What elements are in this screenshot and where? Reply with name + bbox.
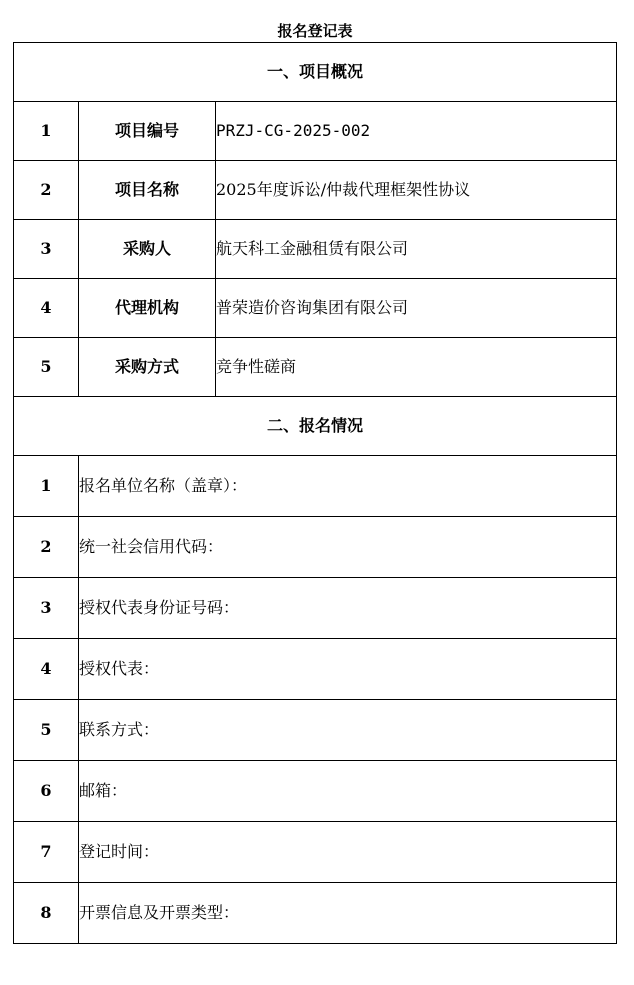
field-label-project-name: 项目名称 (79, 161, 216, 220)
section-heading-registration: 二、报名情况 (14, 397, 617, 456)
table-row (14, 700, 617, 761)
field-value-project-name: 2025年度诉讼/仲裁代理框架性协议 (216, 161, 617, 220)
field-label-procurement-method: 采购方式 (79, 338, 216, 397)
table-row (14, 279, 617, 338)
row-number: 1 (14, 456, 79, 517)
field-label-agency: 代理机构 (79, 279, 216, 338)
field-value-purchaser: 航天科工金融租赁有限公司 (216, 220, 617, 279)
section-heading-project-overview: 一、项目概况 (14, 43, 617, 102)
field-value-project-number: PRZJ-CG-2025-002 (216, 102, 617, 161)
section-header-row (14, 43, 617, 102)
registration-table (13, 42, 617, 944)
row-number: 7 (14, 822, 79, 883)
table-row (14, 220, 617, 279)
row-number: 8 (14, 883, 79, 944)
row-number: 3 (14, 220, 79, 279)
field-email[interactable]: 邮箱： (79, 761, 617, 822)
row-number: 2 (14, 161, 79, 220)
section-header-row (14, 397, 617, 456)
field-label-purchaser: 采购人 (79, 220, 216, 279)
field-contact[interactable]: 联系方式： (79, 700, 617, 761)
row-number: 6 (14, 761, 79, 822)
field-registrant-name[interactable]: 报名单位名称（盖章）： (79, 456, 617, 517)
table-row (14, 578, 617, 639)
field-value-procurement-method: 竞争性磋商 (216, 338, 617, 397)
form-title: 报名登记表 (277, 22, 353, 40)
row-number: 4 (14, 279, 79, 338)
field-representative-id[interactable]: 授权代表身份证号码： (79, 578, 617, 639)
row-number: 1 (14, 102, 79, 161)
table-row (14, 338, 617, 397)
field-representative[interactable]: 授权代表： (79, 639, 617, 700)
field-invoice-info[interactable]: 开票信息及开票类型： (79, 883, 617, 944)
row-number: 5 (14, 700, 79, 761)
row-number: 3 (14, 578, 79, 639)
field-registration-time[interactable]: 登记时间： (79, 822, 617, 883)
table-row (14, 102, 617, 161)
table-row (14, 883, 617, 944)
table-row (14, 161, 617, 220)
row-number: 4 (14, 639, 79, 700)
field-value-agency: 普荣造价咨询集团有限公司 (216, 279, 617, 338)
table-row (14, 761, 617, 822)
row-number: 2 (14, 517, 79, 578)
table-row (14, 822, 617, 883)
table-row (14, 639, 617, 700)
row-number: 5 (14, 338, 79, 397)
field-label-project-number: 项目编号 (79, 102, 216, 161)
field-credit-code[interactable]: 统一社会信用代码： (79, 517, 617, 578)
table-row (14, 456, 617, 517)
table-row (14, 517, 617, 578)
